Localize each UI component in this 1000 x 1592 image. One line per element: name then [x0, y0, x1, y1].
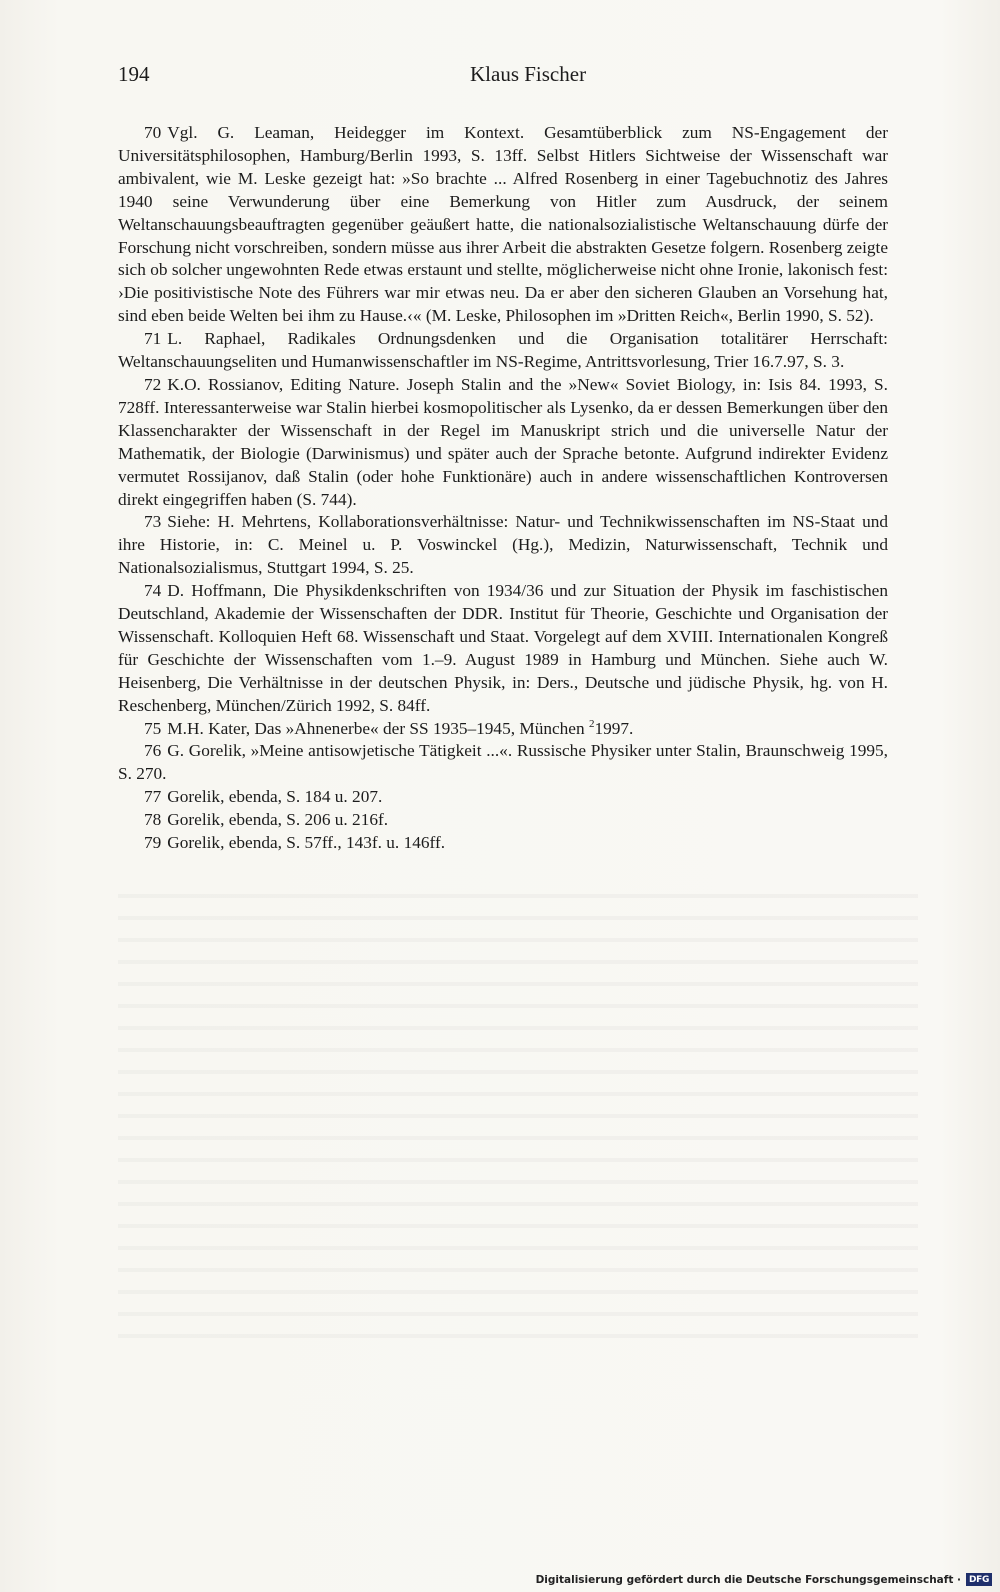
- footnote-number: 70: [144, 123, 162, 142]
- footnote-number: 74: [144, 581, 162, 601]
- footnote-76: [118, 740, 888, 786]
- page-number: 194: [118, 62, 150, 86]
- running-head: Klaus Fischer: [470, 62, 587, 86]
- footnote-text: K.O. Rossianov, Editing Nature. Joseph Stalin and the »New« Soviet Biology, in: Isis 84. 1993, S. 728ff. Interessanterweise war Stalin hierbei kosmopolitischer als Lysenko, da er dessen Bemerkungen über den Klassencharakter der Wissenschaft in der Regel im Manuskript strich und die universelle Natur der Mathematik, der Biologie (Darwinismus) und später auch der Sprache betonte. Aufgrund indirekter Evidenz vermutet Rossijanov, daß Stalin (oder hohe Funktionäre) auch in andere wissenschaftlichen Kontroversen direkt eingegriffen haben (S. 744).: [118, 374, 888, 509]
- footnote-73: [118, 511, 888, 580]
- footnote-78: [118, 809, 888, 832]
- footnote-number: 79: [144, 833, 162, 853]
- footnote-text: Vgl. G. Leaman, Heidegger im Kontext. Gesamtüberblick zum NS-Engagement der Universitätsphilosophen, Hamburg/Berlin 1993, S. 13ff. Selbst Hitlers Sichtweise der Wissenschaft war ambivalent, wie M. Leske gezeigt hat: »So brachte ... Alfred Rosenberg in einer Tagebuchnotiz des Jahres 1940 seine Verwunderung über eine Bemerkung von Hitler zum Ausdruck, der seinem Weltanschauungsbeauftragten gegenüber geäußert hatte, die nationalsozialistische Weltanschauung dürfe der Forschung nicht vorschreiben, sondern müsse aus ihrer Arbeit die abstrakten Gesetze folgern. Rosenberg zeigte sich ob solcher ungewohnten Rede etwas erstaunt und stellte, möglicherweise nicht ohne Ironie, lakonisch fest: ›Die positivistische Note des Führers war mir etwas neu. Da er aber den sicheren Glauben an Vorsehung hat, sind eben beide Welten bei ihm zu Hause.‹« (M. Leske, Philosophen im »Dritten Reich«, Berlin 1990, S. 52).: [118, 123, 888, 326]
- footnote-71: [118, 328, 888, 374]
- footnote-70: [118, 122, 888, 328]
- digitization-credit: [536, 1573, 992, 1586]
- page-header: [118, 62, 888, 92]
- footnote-text: Gorelik, ebenda, S. 57ff., 143f. u. 146ff.: [167, 833, 446, 853]
- edition-superscript: 2: [588, 717, 595, 730]
- footnote-text: D. Hoffmann, Die Physikdenkschriften von 1934/36 und zur Situation der Physik im faschistischen Deutschland, Akademie der Wissenschaften der DDR. Institut für Theorie, Geschichte und Organisation der Wissenschaft. Kolloquien Heft 68. Wissenschaft und Staat. Vorgelegt auf dem XVIII. Internationalen Kongreß für Geschichte der Wissenschaften vom 1.–9. August 1989 in Hamburg und München. Siehe auch W. Heisenberg, Die Verhältnisse in der deutschen Physik, in: Ders., Deutsche und jüdische Physik, hg. von H. Reschenberg, München/Zürich 1992, S. 84ff.: [118, 581, 888, 715]
- footnote-77: [118, 786, 888, 809]
- footnote-number: 78: [144, 810, 162, 830]
- footnote-text: Siehe: H. Mehrtens, Kollaborationsverhältnisse: Natur- und Technikwissenschaften im NS-Staat und ihre Historie, in: C. Meinel u. P. Voswinckel (Hg.), Medizin, Naturwissenschaft, Technik und Nationalsozialismus, Stuttgart 1994, S. 25.: [118, 512, 888, 578]
- footnote-text: Gorelik, ebenda, S. 184 u. 207.: [167, 787, 383, 807]
- footnote-text: M.H. Kater, Das »Ahnenerbe« der SS 1935–1945, München: [167, 718, 589, 738]
- footnote-text: G. Gorelik, »Meine antisowjetische Tätigkeit ...«. Russische Physiker unter Stalin, Braunschweig 1995, S. 270.: [118, 741, 888, 784]
- footnote-79: [118, 832, 888, 855]
- footnote-number: 72: [144, 374, 162, 394]
- footnotes: [118, 122, 888, 855]
- footnote-72: [118, 374, 888, 511]
- footnote-text: L. Raphael, Radikales Ordnungsdenken und die Organisation totalitärer Herrschaft: Weltanschauungseliten und Humanwissenschaftler im NS-Regime, Antrittsvorlesung, Trier 16.7.97, S. 3.: [118, 329, 888, 372]
- footnote-number: 76: [144, 741, 162, 761]
- footnote-74: [118, 580, 888, 717]
- footnote-number: 77: [144, 787, 162, 807]
- show-through-texture: [118, 880, 918, 1350]
- credit-text: Digitalisierung gefördert durch die Deutsche Forschungsgemeinschaft ·: [535, 1573, 961, 1586]
- footnote-text-after: 1997.: [594, 718, 634, 738]
- footnote-number: 75: [144, 718, 162, 738]
- footnote-text: Gorelik, ebenda, S. 206 u. 216f.: [167, 810, 389, 830]
- footnote-number: 71: [144, 329, 162, 349]
- footnote-75: [118, 718, 888, 741]
- dfg-logo-icon: DFG: [966, 1573, 992, 1586]
- footnote-number: 73: [144, 512, 162, 532]
